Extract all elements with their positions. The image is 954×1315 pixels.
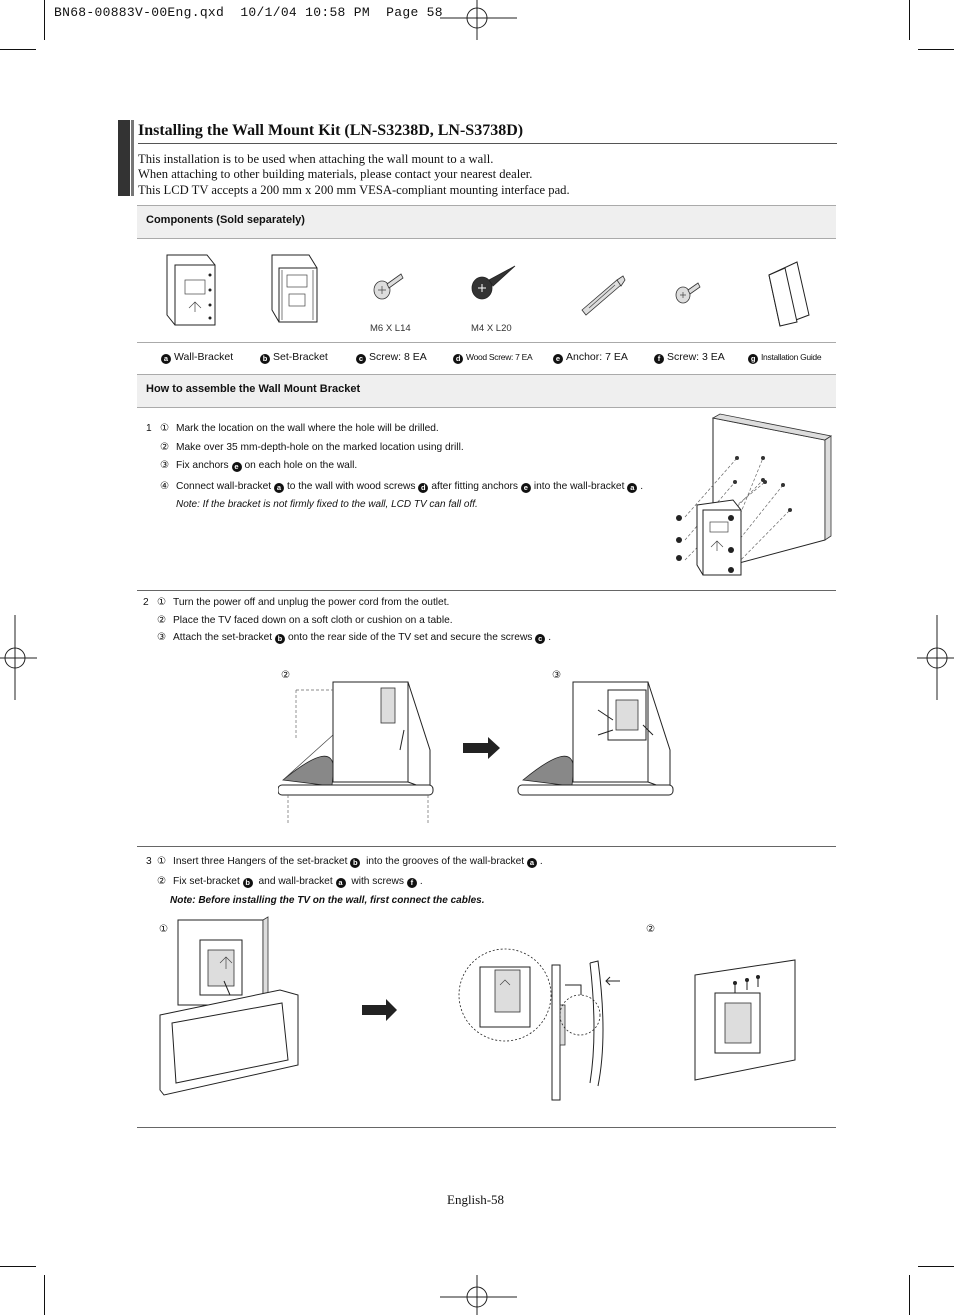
step-text: and wall-bracket <box>255 876 333 887</box>
component-label-d <box>453 352 532 364</box>
intro-line: When attaching to other building materials, please contact your nearest dealer. <box>138 167 533 182</box>
components-heading-text: Components (Sold separately) <box>146 214 305 226</box>
step-text: . <box>640 480 644 492</box>
step-1-note: Note: If the bracket is not firmly fixed to the wall, LCD TV can fall off. <box>176 499 478 510</box>
step-3-note: Note: Before installing the TV on the wall, first connect the cables. <box>170 895 485 906</box>
badge-f-icon: f <box>407 878 417 888</box>
figure-label: ③ <box>552 670 562 681</box>
step-text: Place the TV faced down on a soft cloth or cushion on a table. <box>173 614 453 626</box>
step-marker: ② <box>160 441 170 453</box>
hanger-detail-figure <box>459 949 620 1100</box>
badge-c-icon: c <box>356 354 366 364</box>
badge-a-icon: a <box>274 483 284 493</box>
figure-label: ② <box>281 670 291 681</box>
component-label-e <box>553 351 628 364</box>
step-marker: ③ <box>160 460 170 471</box>
title-accent-bar <box>131 120 134 196</box>
title-divider <box>138 143 837 144</box>
spec-label-c: M6 X L14 <box>370 323 411 334</box>
step-text: Fix anchors <box>176 460 229 471</box>
badge-a-icon: a <box>336 878 346 888</box>
step-line <box>160 420 643 439</box>
step-text: Connect wall-bracket <box>176 480 272 492</box>
step-text: . <box>548 632 552 643</box>
step-text: . <box>419 876 423 887</box>
step-text: Make over 35 mm-depth-hole on the marked location using drill. <box>176 441 464 453</box>
step-text: . <box>539 856 543 867</box>
assemble-heading <box>137 374 836 408</box>
step-text: Fix set-bracket <box>173 876 240 887</box>
step-3-instructions <box>157 852 543 892</box>
step-divider <box>137 1127 836 1128</box>
spec-label-d: M4 X L20 <box>471 323 512 334</box>
step-text: to the wall with wood screws <box>286 480 416 492</box>
component-label-a <box>161 351 233 364</box>
step-2-number: 2 <box>143 597 149 608</box>
step-text: onto the rear side of the TV set and secure the screws <box>287 632 533 643</box>
step-1-number: 1 <box>146 423 152 434</box>
component-label-c <box>356 351 427 364</box>
screw-small-icon <box>676 283 700 303</box>
screw-m6-icon <box>374 274 403 299</box>
anchor-icon <box>582 276 625 315</box>
step-marker: ③ <box>157 632 167 643</box>
intro-line: This LCD TV accepts a 200 mm x 200 mm VESA-compliant mounting interface pad. <box>138 182 570 197</box>
step-line <box>157 872 543 892</box>
components-heading <box>137 205 836 239</box>
step-1-instructions <box>160 420 643 515</box>
badge-d-icon: d <box>453 354 463 364</box>
title-accent-bar <box>118 120 130 196</box>
print-slug: BN68-00883V-00Eng.qxd 10/1/04 10:58 PM Page 58 <box>54 5 443 20</box>
step-line <box>157 852 543 872</box>
assemble-heading-text: How to assemble the Wall Mount Bracket <box>146 383 361 395</box>
step-marker: ① <box>160 423 170 434</box>
step-marker: ① <box>157 856 167 867</box>
step-text: into the grooves of the wall-bracket <box>363 856 525 867</box>
badge-a-icon: a <box>161 354 171 364</box>
tv-hanging-figure <box>160 917 298 1095</box>
badge-g-icon: g <box>748 354 758 364</box>
step-line <box>160 439 643 458</box>
step-text: after fitting anchors <box>431 480 518 492</box>
figure-label: ② <box>646 924 656 935</box>
bracket-attached-figure <box>518 682 673 795</box>
step-text: Mark the location on the wall where the hole will be drilled. <box>176 423 439 434</box>
step-2-instructions <box>157 594 551 647</box>
badge-a-icon: a <box>527 858 537 868</box>
component-label-g <box>748 352 821 364</box>
wood-screw-icon <box>472 266 515 299</box>
arrow-right-icon <box>463 737 500 759</box>
component-label-text: Screw: 3 EA <box>667 351 725 363</box>
component-label-text: Screw: 8 EA <box>369 351 427 363</box>
badge-e-icon: e <box>232 462 242 472</box>
step-line <box>157 612 551 630</box>
step-3-number: 3 <box>146 856 152 867</box>
component-label-text: Anchor: 7 EA <box>566 351 628 363</box>
step-marker: ② <box>157 876 167 887</box>
step-line <box>160 478 643 497</box>
step-text: with screws <box>348 876 404 887</box>
arrow-right-icon <box>362 999 397 1021</box>
component-label-text: Installation Guide <box>761 352 822 362</box>
badge-c-icon: c <box>535 634 545 644</box>
step-text: into the wall-bracket <box>533 480 625 492</box>
step-line <box>157 594 551 612</box>
step-divider <box>137 590 836 591</box>
step-marker: ② <box>157 614 167 626</box>
figure-label: ① <box>159 924 169 935</box>
badge-e-icon: e <box>553 354 563 364</box>
step-divider <box>137 846 836 847</box>
tv-face-down-figure <box>278 682 433 825</box>
step-text: Insert three Hangers of the set-bracket <box>173 856 348 867</box>
component-label-text: Wall-Bracket <box>174 351 234 363</box>
badge-a-icon: a <box>627 483 637 493</box>
wall-bracket-icon <box>167 255 215 325</box>
intro-line: This installation is to be used when attaching the wall mount to a wall. <box>138 152 494 166</box>
badge-b-icon: b <box>260 354 270 364</box>
step-text: Attach the set-bracket <box>173 632 273 643</box>
step-text: on each hole on the wall. <box>244 460 358 471</box>
intro-text <box>138 152 570 198</box>
step-line <box>160 457 643 476</box>
page-title: Installing the Wall Mount Kit (LN-S3238D, LN-S3738D) <box>138 122 524 139</box>
step-line <box>157 629 551 647</box>
badge-d-icon: d <box>418 483 428 493</box>
secured-bracket-figure <box>695 960 795 1080</box>
badge-f-icon: f <box>654 354 664 364</box>
components-labels <box>137 343 836 373</box>
badge-b-icon: b <box>350 858 360 868</box>
wall-bracket-mounting-figure <box>665 410 835 585</box>
component-label-f <box>654 351 725 364</box>
set-bracket-attach-figures <box>278 680 678 825</box>
component-label-text: Set-Bracket <box>273 351 328 363</box>
step-marker: ④ <box>160 480 170 492</box>
component-label-b <box>260 351 328 364</box>
set-bracket-icon <box>272 255 317 322</box>
page-number: English-58 <box>447 1192 505 1207</box>
step-text: Turn the power off and unplug the power cord from the outlet. <box>173 597 450 608</box>
step-marker: ① <box>157 597 167 608</box>
badge-b-icon: b <box>275 634 285 644</box>
tv-hanging-figures <box>150 915 810 1110</box>
component-label-text: Wood Screw: 7 EA <box>466 352 533 362</box>
badge-e-icon: e <box>521 483 531 493</box>
installation-guide-icon <box>769 262 809 326</box>
badge-b-icon: b <box>243 878 253 888</box>
